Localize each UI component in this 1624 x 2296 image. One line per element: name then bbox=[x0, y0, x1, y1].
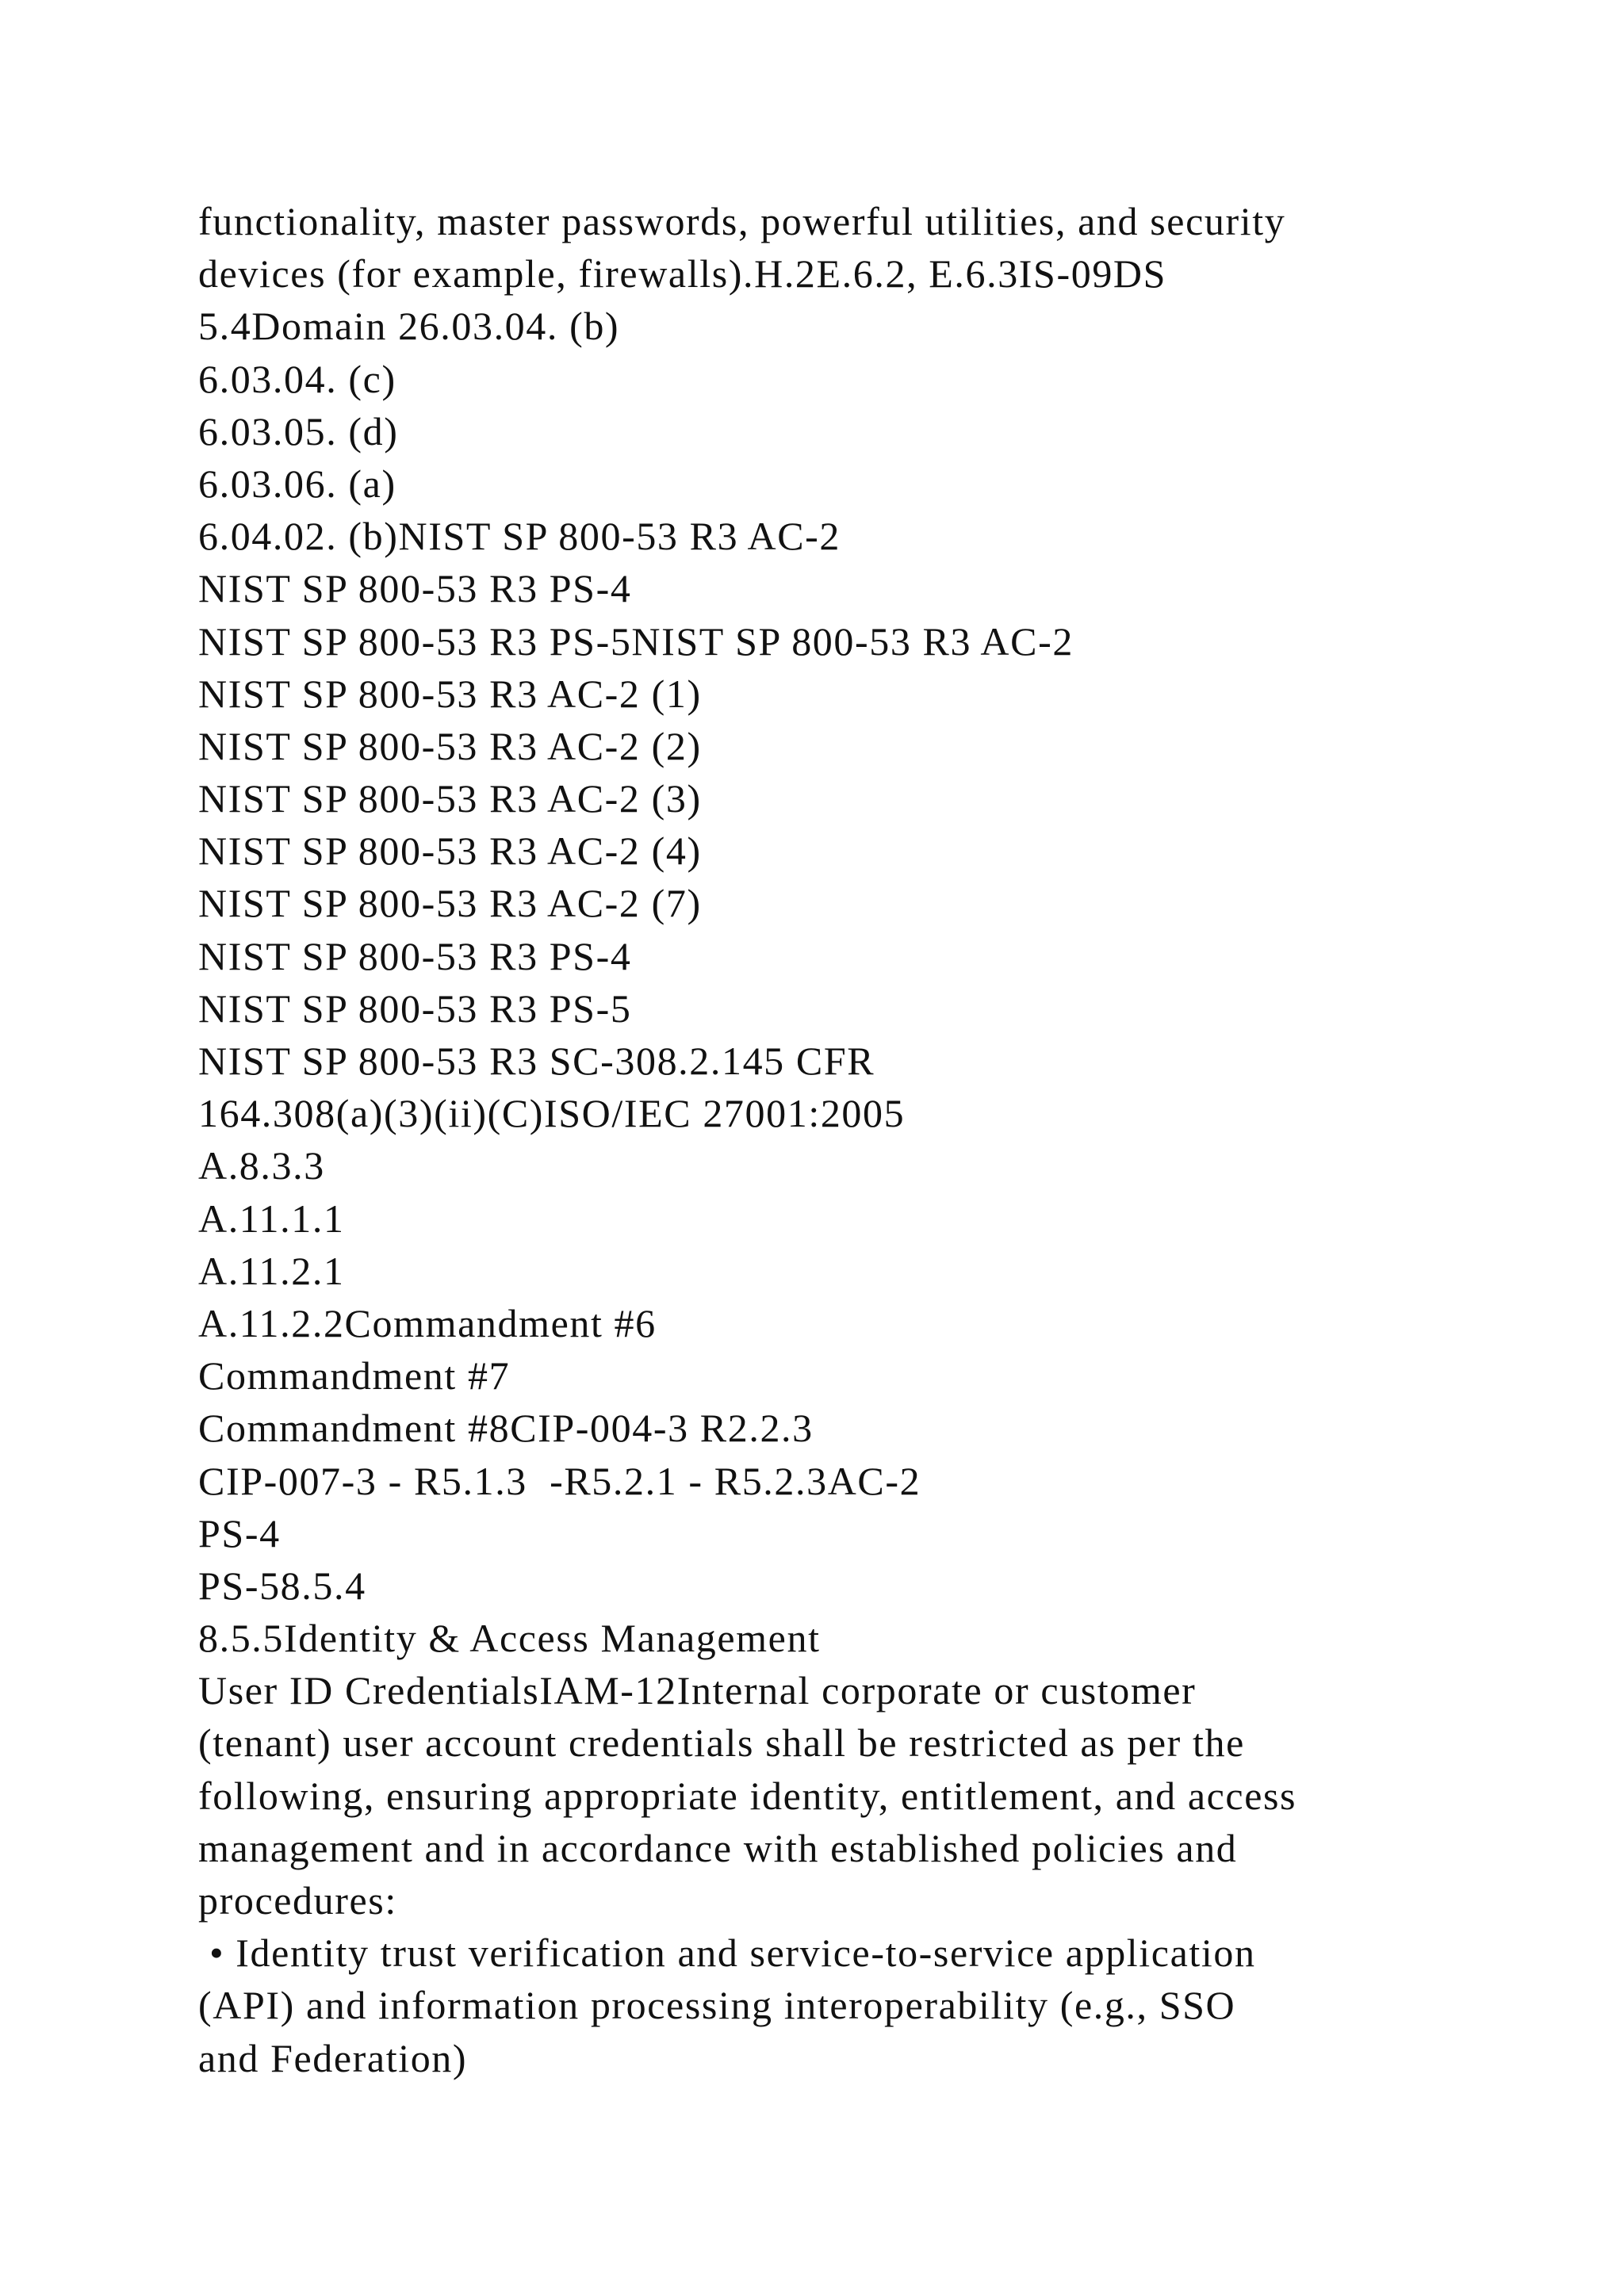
text-line: 6.03.06. (a) bbox=[198, 461, 396, 506]
text-line: NIST SP 800-53 R3 PS-4 bbox=[198, 933, 632, 978]
text-line: (API) and information processing interoperability (e.g., SSO bbox=[198, 1983, 1236, 2028]
text-line: 5.4Domain 26.03.04. (b) bbox=[198, 304, 620, 349]
text-line: NIST SP 800-53 R3 AC-2 (2) bbox=[198, 723, 702, 768]
text-line: A.11.2.2Commandment #6 bbox=[198, 1300, 657, 1345]
text-line: NIST SP 800-53 R3 AC-2 (7) bbox=[198, 881, 702, 926]
text-line: PS-58.5.4 bbox=[198, 1563, 366, 1608]
text-line: NIST SP 800-53 R3 SC-308.2.145 CFR bbox=[198, 1039, 875, 1083]
text-line: management and in accordance with established policies and bbox=[198, 1825, 1238, 1870]
text-line: (tenant) user account credentials shall be restricted as per the bbox=[198, 1720, 1245, 1766]
text-line: procedures: bbox=[198, 1878, 397, 1923]
text-line: NIST SP 800-53 R3 PS-5 bbox=[198, 985, 632, 1031]
text-line: PS-4 bbox=[198, 1510, 281, 1556]
text-line: CIP-007-3 - R5.1.3 -R5.2.1 - R5.2.3AC-2 bbox=[198, 1458, 921, 1503]
document-body bbox=[198, 195, 1546, 2084]
text-line: NIST SP 800-53 R3 AC-2 (3) bbox=[198, 776, 702, 821]
text-line: 164.308(a)(3)(ii)(C)ISO/IEC 27001:2005 bbox=[198, 1091, 906, 1136]
text-line: functionality, master passwords, powerful utilities, and security bbox=[198, 199, 1286, 243]
text-line: A.11.1.1 bbox=[198, 1196, 345, 1241]
text-line: Commandment #7 bbox=[198, 1353, 511, 1399]
text-line: User ID CredentialsIAM-12Internal corporate or customer bbox=[198, 1668, 1197, 1713]
text-line: 6.03.04. (c) bbox=[198, 356, 396, 401]
text-line: • Identity trust verification and service-to-service application bbox=[198, 1931, 1256, 1976]
text-line: NIST SP 800-53 R3 AC-2 (4) bbox=[198, 828, 702, 874]
text-line: 6.04.02. (b)NIST SP 800-53 R3 AC-2 bbox=[198, 514, 841, 559]
text-line: 8.5.5Identity & Access Management bbox=[198, 1616, 821, 1661]
text-line: A.11.2.1 bbox=[198, 1248, 345, 1293]
text-line: NIST SP 800-53 R3 PS-4 bbox=[198, 566, 632, 611]
text-line: and Federation) bbox=[198, 2035, 468, 2080]
text-line: following, ensuring appropriate identity, entitlement, and access bbox=[198, 1773, 1297, 1818]
text-line: NIST SP 800-53 R3 PS-5NIST SP 800-53 R3 AC-2 bbox=[198, 618, 1074, 664]
text-line: 6.03.05. (d) bbox=[198, 408, 399, 453]
text-line: devices (for example, firewalls).H.2E.6.2, E.6.3IS-09DS bbox=[198, 251, 1167, 297]
text-line: Commandment #8CIP-004-3 R2.2.3 bbox=[198, 1406, 814, 1451]
text-line: A.8.3.3 bbox=[198, 1143, 325, 1188]
text-line: NIST SP 800-53 R3 AC-2 (1) bbox=[198, 671, 702, 716]
